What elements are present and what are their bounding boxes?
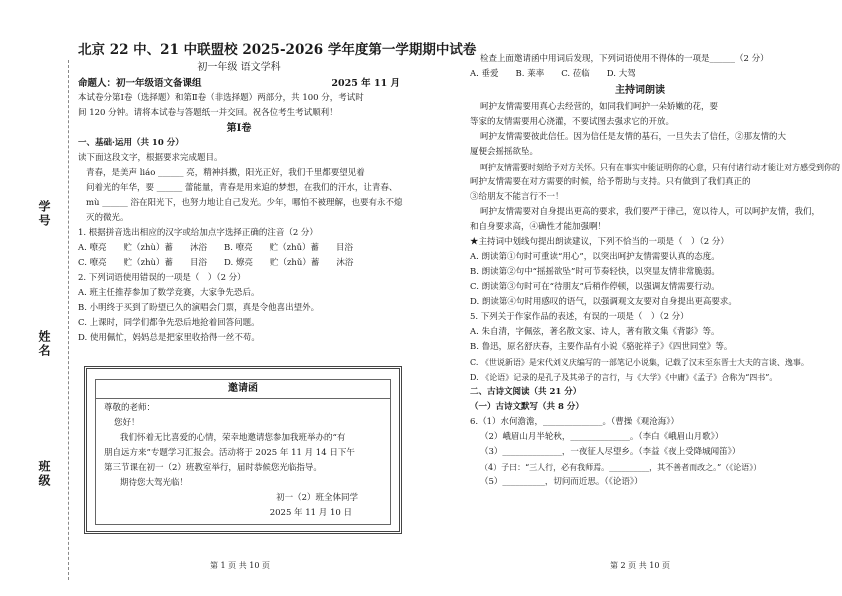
- instruction: 读下面这段文字，根据要求完成题目。: [78, 153, 223, 163]
- question-1: 1. 根据拼音选出相应的汉字或给加点字选择正确的注音（2 分）: [78, 228, 318, 238]
- question-4-option-a: A. 朗读第①句时可重读“用心”，以突出呵护友情需要认真的态度。: [470, 252, 720, 262]
- speech-line: 等家的友情需要用心浇灌，不要试图去强求它的开放。: [470, 117, 675, 127]
- note-line-1: 本试卷分第Ⅰ卷（选择题）和第Ⅱ卷（非选择题）两部分，共 100 分，考试时: [78, 93, 364, 103]
- question-2-option-a: A. 班主任推荐参加了数学竞赛，大家争先恐后。: [78, 288, 260, 298]
- host-speech-title: 主持词朗读: [615, 85, 665, 96]
- passage-line: 青春，是美声 liáo ______ 亮，精神抖擞，阳光正好，我们千里都要望见着: [86, 168, 365, 178]
- invitation-date: 2025 年 11 月 10 日: [269, 508, 352, 518]
- speech-line: 厦便会摇摇欲坠。: [470, 147, 539, 157]
- name-label: 姓名: [37, 330, 51, 358]
- question-5-option-d: D. 《论语》记录的是孔子及其弟子的言行，与《大学》《中庸》《孟子》合称为“四书”。: [470, 373, 778, 382]
- question-3-options: A. 垂爱 B. 莱率 C. 莅临 D. 大驾: [470, 69, 636, 79]
- exam-date: 2025 年 11 月: [331, 78, 400, 89]
- invitation-greeting: 尊敬的老师：: [104, 403, 156, 413]
- passage-line: 灭的微光。: [86, 213, 129, 223]
- invitation-text: 朋自远方来”专题学习汇报会。活动将于 2025 年 11 月 14 日下午: [104, 448, 355, 458]
- invitation-hello: 您好！: [114, 418, 140, 428]
- right-page: [470, 52, 840, 490]
- question-5: 5. 下列关于作家作品的表述，有误的一项是（ ）（2 分）: [470, 312, 689, 322]
- author-row: [78, 76, 400, 91]
- section-1-heading: 一、基础·运用（共 10 分）: [78, 138, 184, 148]
- question-4-option-c: C. 朗读第③句时可在“待朋友”后稍作停顿，以强调友情需要行动。: [470, 282, 720, 292]
- invitation-text: 第三节课在初一（2）班教室举行，届时恭候您光临指导。: [104, 463, 322, 473]
- page-2-footer: 第 2 页 共 10 页: [610, 561, 670, 570]
- speech-line: 呵护友情需要时刻给予对方关怀。只有在事实中能证明你的心意，只有付诸行动才能让对方感受到你的: [480, 163, 840, 172]
- question-5-option-a: A. 朱自清，字佩弦，著名散文家、诗人，著有散文集《背影》等。: [470, 327, 720, 337]
- question-4-option-d: D. 朗读第④句时用感叹的语气，以强调观文友要对自身提出更高要求。: [470, 297, 737, 307]
- author: 命题人：初一年级语文备课组: [78, 78, 202, 89]
- speech-line: 呵护友情需要彼此信任。因为信任是友情的基石，一旦失去了信任，②那友情的大: [480, 132, 787, 142]
- note-line-2: 间 120 分钟。请将本试卷与答题纸一并交回。祝各位考生考试顺利！: [78, 108, 338, 118]
- invitation-text: 我们怀着无比喜爱的心情，荣幸地邀请您参加我班举办的“有: [120, 433, 346, 443]
- question-1-options-cd: C. 嘹亮 贮（zhù）蓄 目浴 D. 燎亮 贮（zhǔ）蓄 沐浴: [78, 258, 354, 268]
- invitation-frame: [84, 366, 402, 534]
- speech-line: 呵护友情需要在对方需要的时候，给予帮助与支持。只有做到了我们真正的: [470, 177, 751, 187]
- page-1-footer: 第 1 页 共 10 页: [210, 561, 270, 570]
- question-6-item-3: （3）______________，一夜征人尽望乡。（李益《夜上受降城闻笛》）: [480, 447, 741, 457]
- invitation-closing: 期待您大驾光临！: [120, 478, 189, 488]
- subsection-heading: （一）古诗文默写（共 8 分）: [470, 402, 584, 412]
- question-1-options-ab: A. 嘹亮 贮（zhù）蓄 沐浴 B. 嘹亮 贮（zhǔ）蓄 目浴: [78, 243, 354, 253]
- passage-line: 问着光的年华，要 ______ 蕾能量，青春是用来追的梦想，在我们的汗水，让青春、: [86, 183, 398, 193]
- section-2-heading: 二、古诗文阅读（共 21 分）: [470, 387, 582, 397]
- invitation-body: [96, 399, 390, 523]
- question-4: ★主持词中划线句提出朗读建议，下列不恰当的一项是（ ）（2 分）: [470, 237, 729, 247]
- question-2-option-d: D. 使用佩忙，妈妈总是把家里收拾得一丝不苟。: [78, 333, 260, 343]
- question-6-item-1: 6.（1）水何澹澹，______________。（曹操《观沧海》）: [470, 417, 680, 427]
- question-2-option-b: B. 小明终于买到了盼望已久的演唱会门票，真是令他喜出望外。: [78, 303, 320, 313]
- question-4-option-b: B. 朗读第②句中“摇摇欲坠”时可节奏轻快，以突显友情非常脆弱。: [470, 267, 720, 277]
- question-5-option-c: C. 《世说新语》是宋代刘义庆编写的一部笔记小说集，记载了汉末至东晋士大夫的言谈、逸事。: [470, 358, 809, 367]
- speech-line: 呵护友情需要用真心去经营的，如同我们呵护一朵娇嫩的花，要: [480, 102, 719, 112]
- question-6-item-2: （2）峨眉山月半轮秋，______________。（李白《峨眉山月歌》）: [480, 432, 724, 442]
- binding-line: [68, 60, 69, 580]
- question-2-option-c: C. 上课时，同学们都争先恐后地抢着回答问题。: [78, 318, 260, 328]
- question-5-option-b: B. 鲁迅，原名舒庆春，主要作品有小说《骆驼祥子》《四世同堂》等。: [470, 342, 733, 352]
- invitation-sender: 初一（2）班全体同学: [276, 493, 358, 503]
- exam-title: 北京 22 中、21 中联盟校 2025-2026 学年度第一学期期中试卷: [78, 42, 477, 58]
- class-label: 班级: [37, 460, 51, 488]
- question-6-item-5: （5）__________，切问而近思。（《论语》）: [480, 477, 643, 487]
- question-3: 检查上面邀请函中用词后发现，下列词语使用不得体的一项是______（2 分）: [480, 54, 769, 64]
- student-id-label: 学号: [37, 200, 51, 228]
- question-6-item-4: （4）子曰：“三人行，必有我师焉。__________，其不善者而改之。”（《论语》）: [480, 463, 762, 472]
- speech-line: 和自身要求高，④确性才能加强啊！: [470, 222, 607, 232]
- invitation-card: [95, 379, 391, 525]
- passage-line: mù ______ 浴在阳光下，也努力地让自己发光。少年，哪怕不被理解，也要有永不熄: [86, 198, 403, 208]
- exam-subtitle: 初一年级 语文学科: [197, 62, 281, 73]
- question-2: 2. 下列词语使用错误的一项是（ ）（2 分）: [78, 273, 246, 283]
- left-page: [78, 40, 477, 346]
- speech-line: ③给朋友不能言行不一！: [470, 192, 564, 202]
- invitation-heading: 邀请函: [96, 380, 390, 399]
- passage: [78, 166, 403, 226]
- volume-1-heading: 第Ⅰ卷: [226, 123, 252, 134]
- speech-line: 呵护友情需要对自身提出更高的要求，我们要严于律己，宽以待人，可以呵护友情，我们，: [480, 207, 821, 217]
